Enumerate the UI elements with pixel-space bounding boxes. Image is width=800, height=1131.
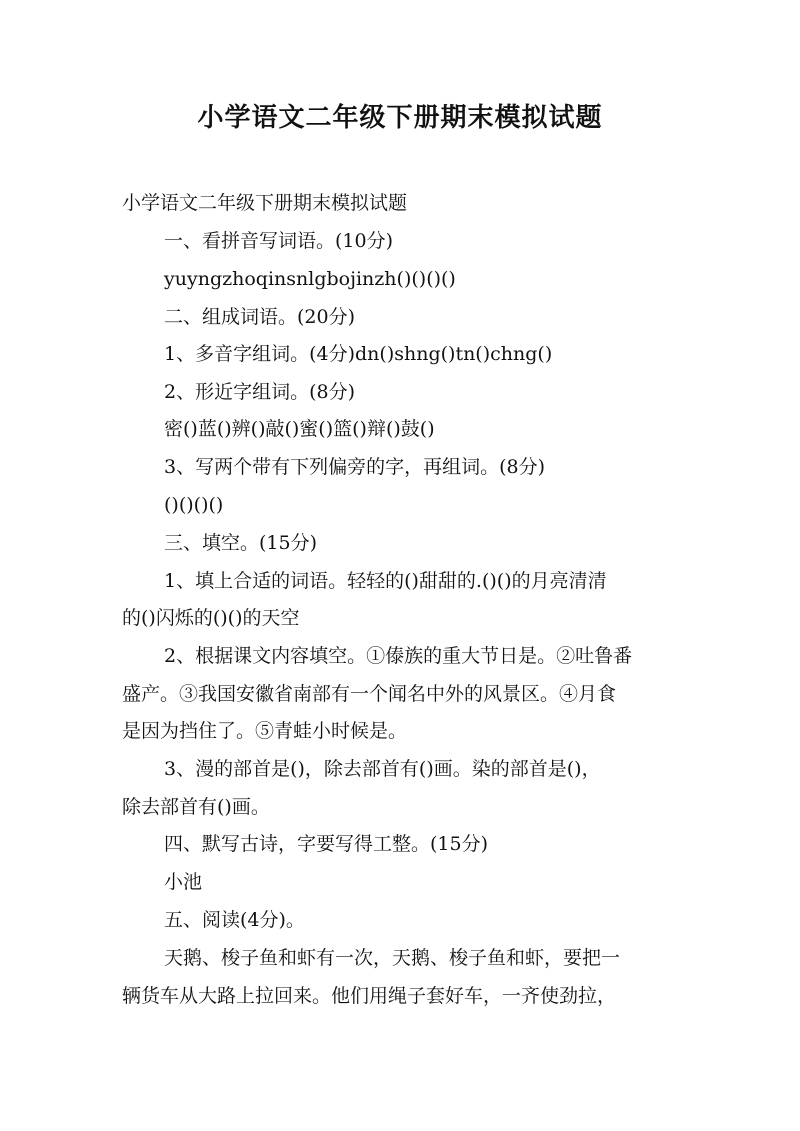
question-line: ()()()() <box>164 494 224 516</box>
section-heading-4: 四、默写古诗，字要写得工整。(15分) <box>164 833 489 855</box>
document-title: 小学语文二年级下册期末模拟试题 <box>197 103 603 133</box>
question-continuation: 盛产。③我国安徽省南部有一个闻名中外的风景区。④月食 <box>122 683 617 705</box>
section-heading-3: 三、填空。(15分) <box>164 532 318 554</box>
question-line: 2、根据课文内容填空。①傣族的重大节日是。②吐鲁番 <box>164 645 633 667</box>
question-line: 1、多音字组词。(4分)dn()shng()tn()chng() <box>164 343 553 365</box>
question-line: 3、漫的部首是()，除去部首有()画。染的部首是()， <box>164 758 601 780</box>
question-continuation: 除去部首有()画。 <box>122 796 270 818</box>
question-line: 3、写两个带有下列偏旁的字，再组词。(8分) <box>164 456 546 478</box>
question-line: 密()蓝()辨()敲()蜜()篮()辩()鼓() <box>164 418 435 440</box>
poem-title: 小池 <box>164 871 203 893</box>
subtitle-line: 小学语文二年级下册期末模拟试题 <box>122 192 408 214</box>
section-heading-5: 五、阅读(4分)。 <box>164 909 305 931</box>
question-line: 1、填上合适的词语。轻轻的()甜甜的.()()的月亮清清 <box>164 570 607 592</box>
question-continuation: 的()闪烁的()()的天空 <box>122 607 300 629</box>
section-heading-2: 二、组成词语。(20分) <box>164 306 356 328</box>
reading-paragraph-line: 天鹅、梭子鱼和虾有一次，天鹅、梭子鱼和虾，要把一 <box>164 947 621 969</box>
question-continuation: 是因为挡住了。⑤青蛙小时候是。 <box>122 720 408 742</box>
question-line: 2、形近字组词。(8分) <box>164 381 356 403</box>
reading-paragraph-line: 辆货车从大路上拉回来。他们用绳子套好车，一齐使劲拉， <box>122 985 617 1007</box>
pinyin-line: yuyngzhoqinsnlgbojinzh()()()() <box>164 268 456 290</box>
section-heading-1: 一、看拼音写词语。(10分) <box>164 230 394 252</box>
